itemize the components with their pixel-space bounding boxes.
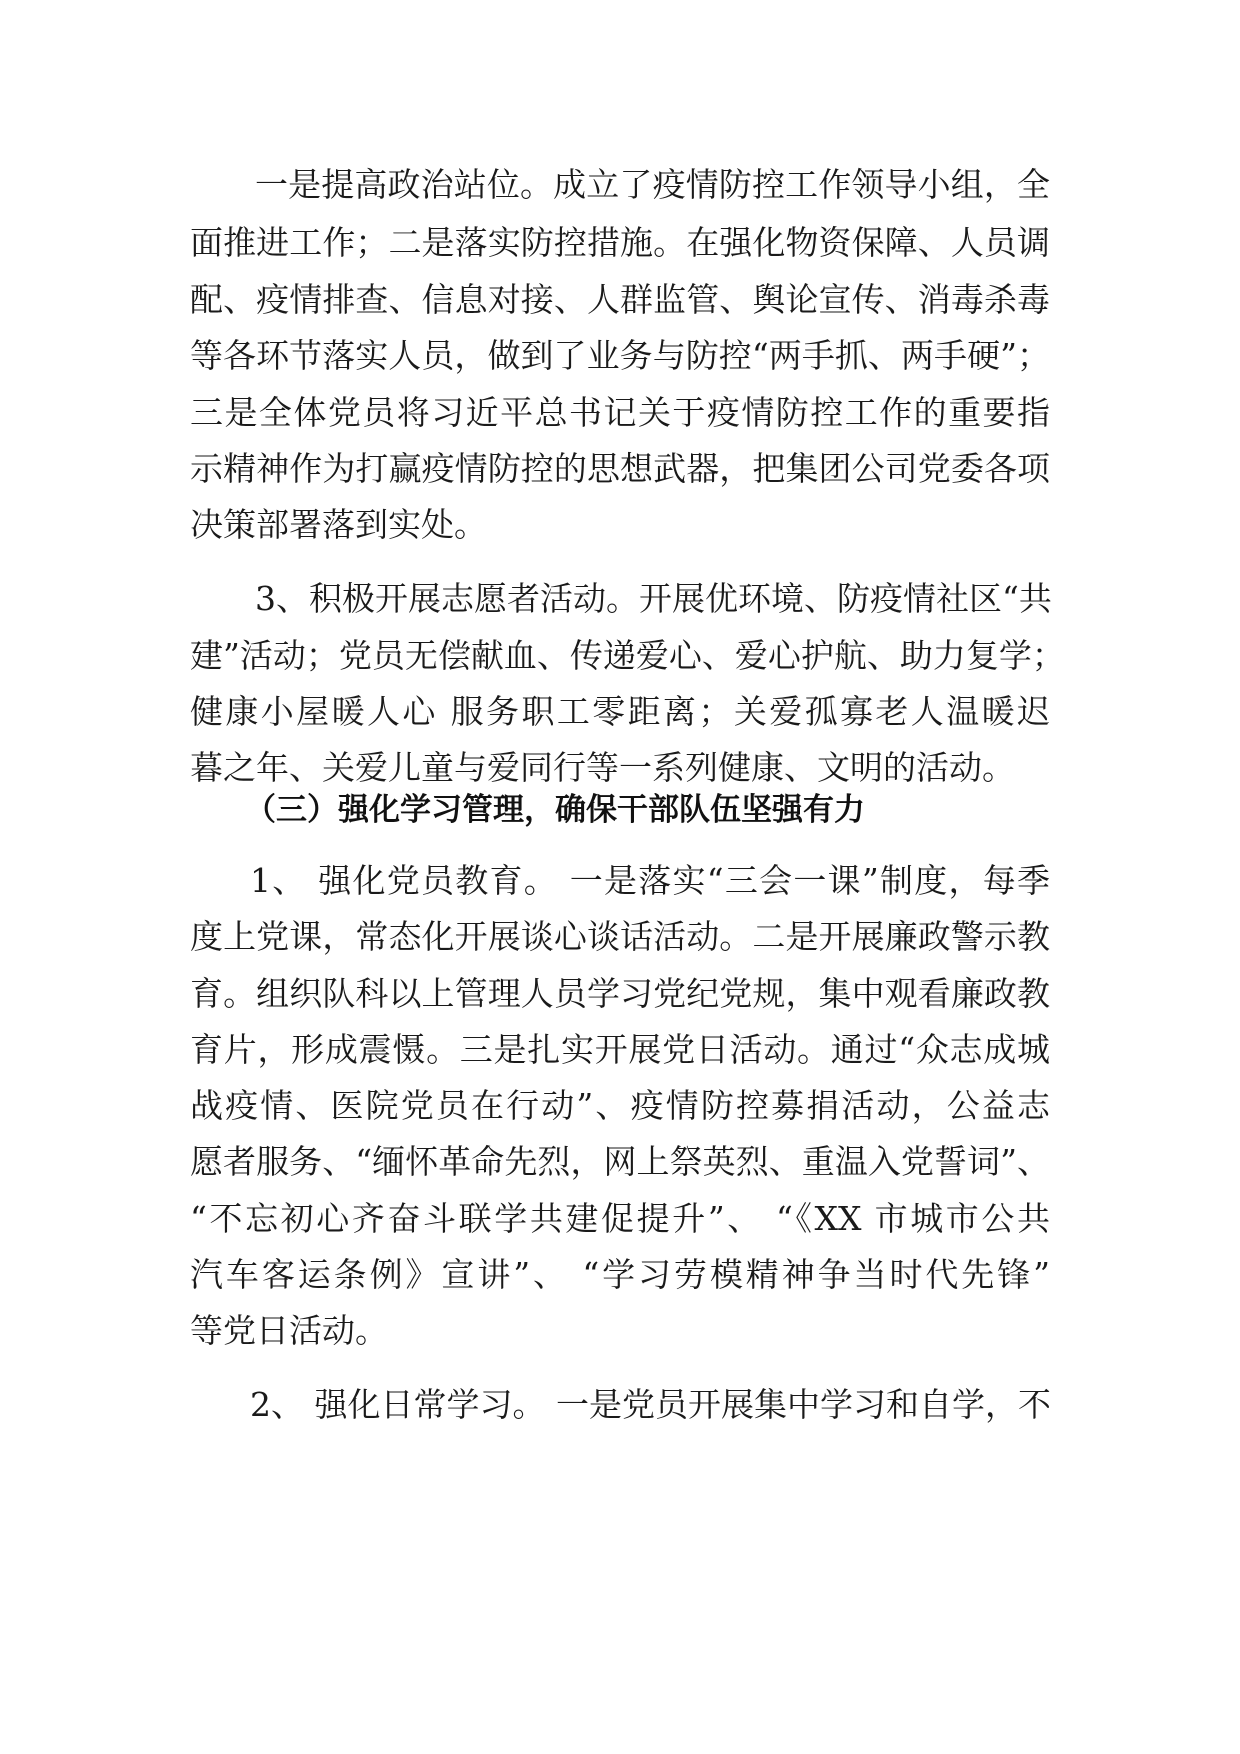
paragraph-line: 面推进工作；二是落实防控措施。在强化物资保障、人员调 — [190, 223, 1050, 262]
paragraph-line: 等各环节落实人员，做到了业务与防控“两手抓、两手硬”； — [190, 336, 1050, 375]
paragraph-line: 育。组织队科以上管理人员学习党纪党规，集中观看廉政教 — [190, 974, 1050, 1013]
paragraph-line: 育片，形成震慑。三是扎实开展党日活动。通过“众志成城 — [190, 1030, 1050, 1069]
section-heading: （三）强化学习管理，确保干部队伍坚强有力 — [245, 792, 865, 828]
paragraph-line: 示精神作为打赢疫情防控的思想武器，把集团公司党委各项 — [190, 449, 1050, 488]
paragraph-line: 等党日活动。 — [190, 1311, 388, 1350]
paragraph-line: 3、积极开展志愿者活动。开展优环境、防疫情社区“共 — [255, 579, 1052, 618]
paragraph-line: 1、 强化党员教育。 一是落实“三会一课”制度，每季 — [250, 861, 1050, 900]
paragraph-line: 健康小屋暖人心 服务职工零距离；关爱孤寡老人温暖迟 — [190, 692, 1050, 731]
paragraph-line: 三是全体党员将习近平总书记关于疫情防控工作的重要指 — [190, 393, 1050, 432]
paragraph-line: 汽车客运条例》宣讲”、 “学习劳模精神争当时代先锋” — [190, 1255, 1050, 1294]
paragraph-line: 建”活动；党员无偿献血、传递爱心、爱心护航、助力复学； — [190, 636, 1065, 675]
paragraph-line: 一是提高政治站位。成立了疫情防控工作领导小组，全 — [255, 165, 1050, 204]
paragraph-line: 配、疫情排查、信息对接、人群监管、舆论宣传、消毒杀毒 — [190, 280, 1050, 319]
paragraph-line: 愿者服务、“缅怀革命先烈，网上祭英烈、重温入党誓词”、 — [190, 1142, 1050, 1181]
paragraph-line: “不忘初心齐奋斗联学共建促提升”、 “《XX 市城市公共 — [190, 1199, 1050, 1238]
paragraph-line: 度上党课，常态化开展谈心谈话活动。二是开展廉政警示教 — [190, 917, 1050, 956]
paragraph-line: 暮之年、关爱儿童与爱同行等一系列健康、文明的活动。 — [190, 748, 1015, 787]
paragraph-line: 2、 强化日常学习。 一是党员开展集中学习和自学，不 — [250, 1385, 1051, 1424]
paragraph-line: 决策部署落到实处。 — [190, 505, 487, 544]
paragraph-line: 战疫情、医院党员在行动”、疫情防控募捐活动，公益志 — [190, 1086, 1050, 1125]
